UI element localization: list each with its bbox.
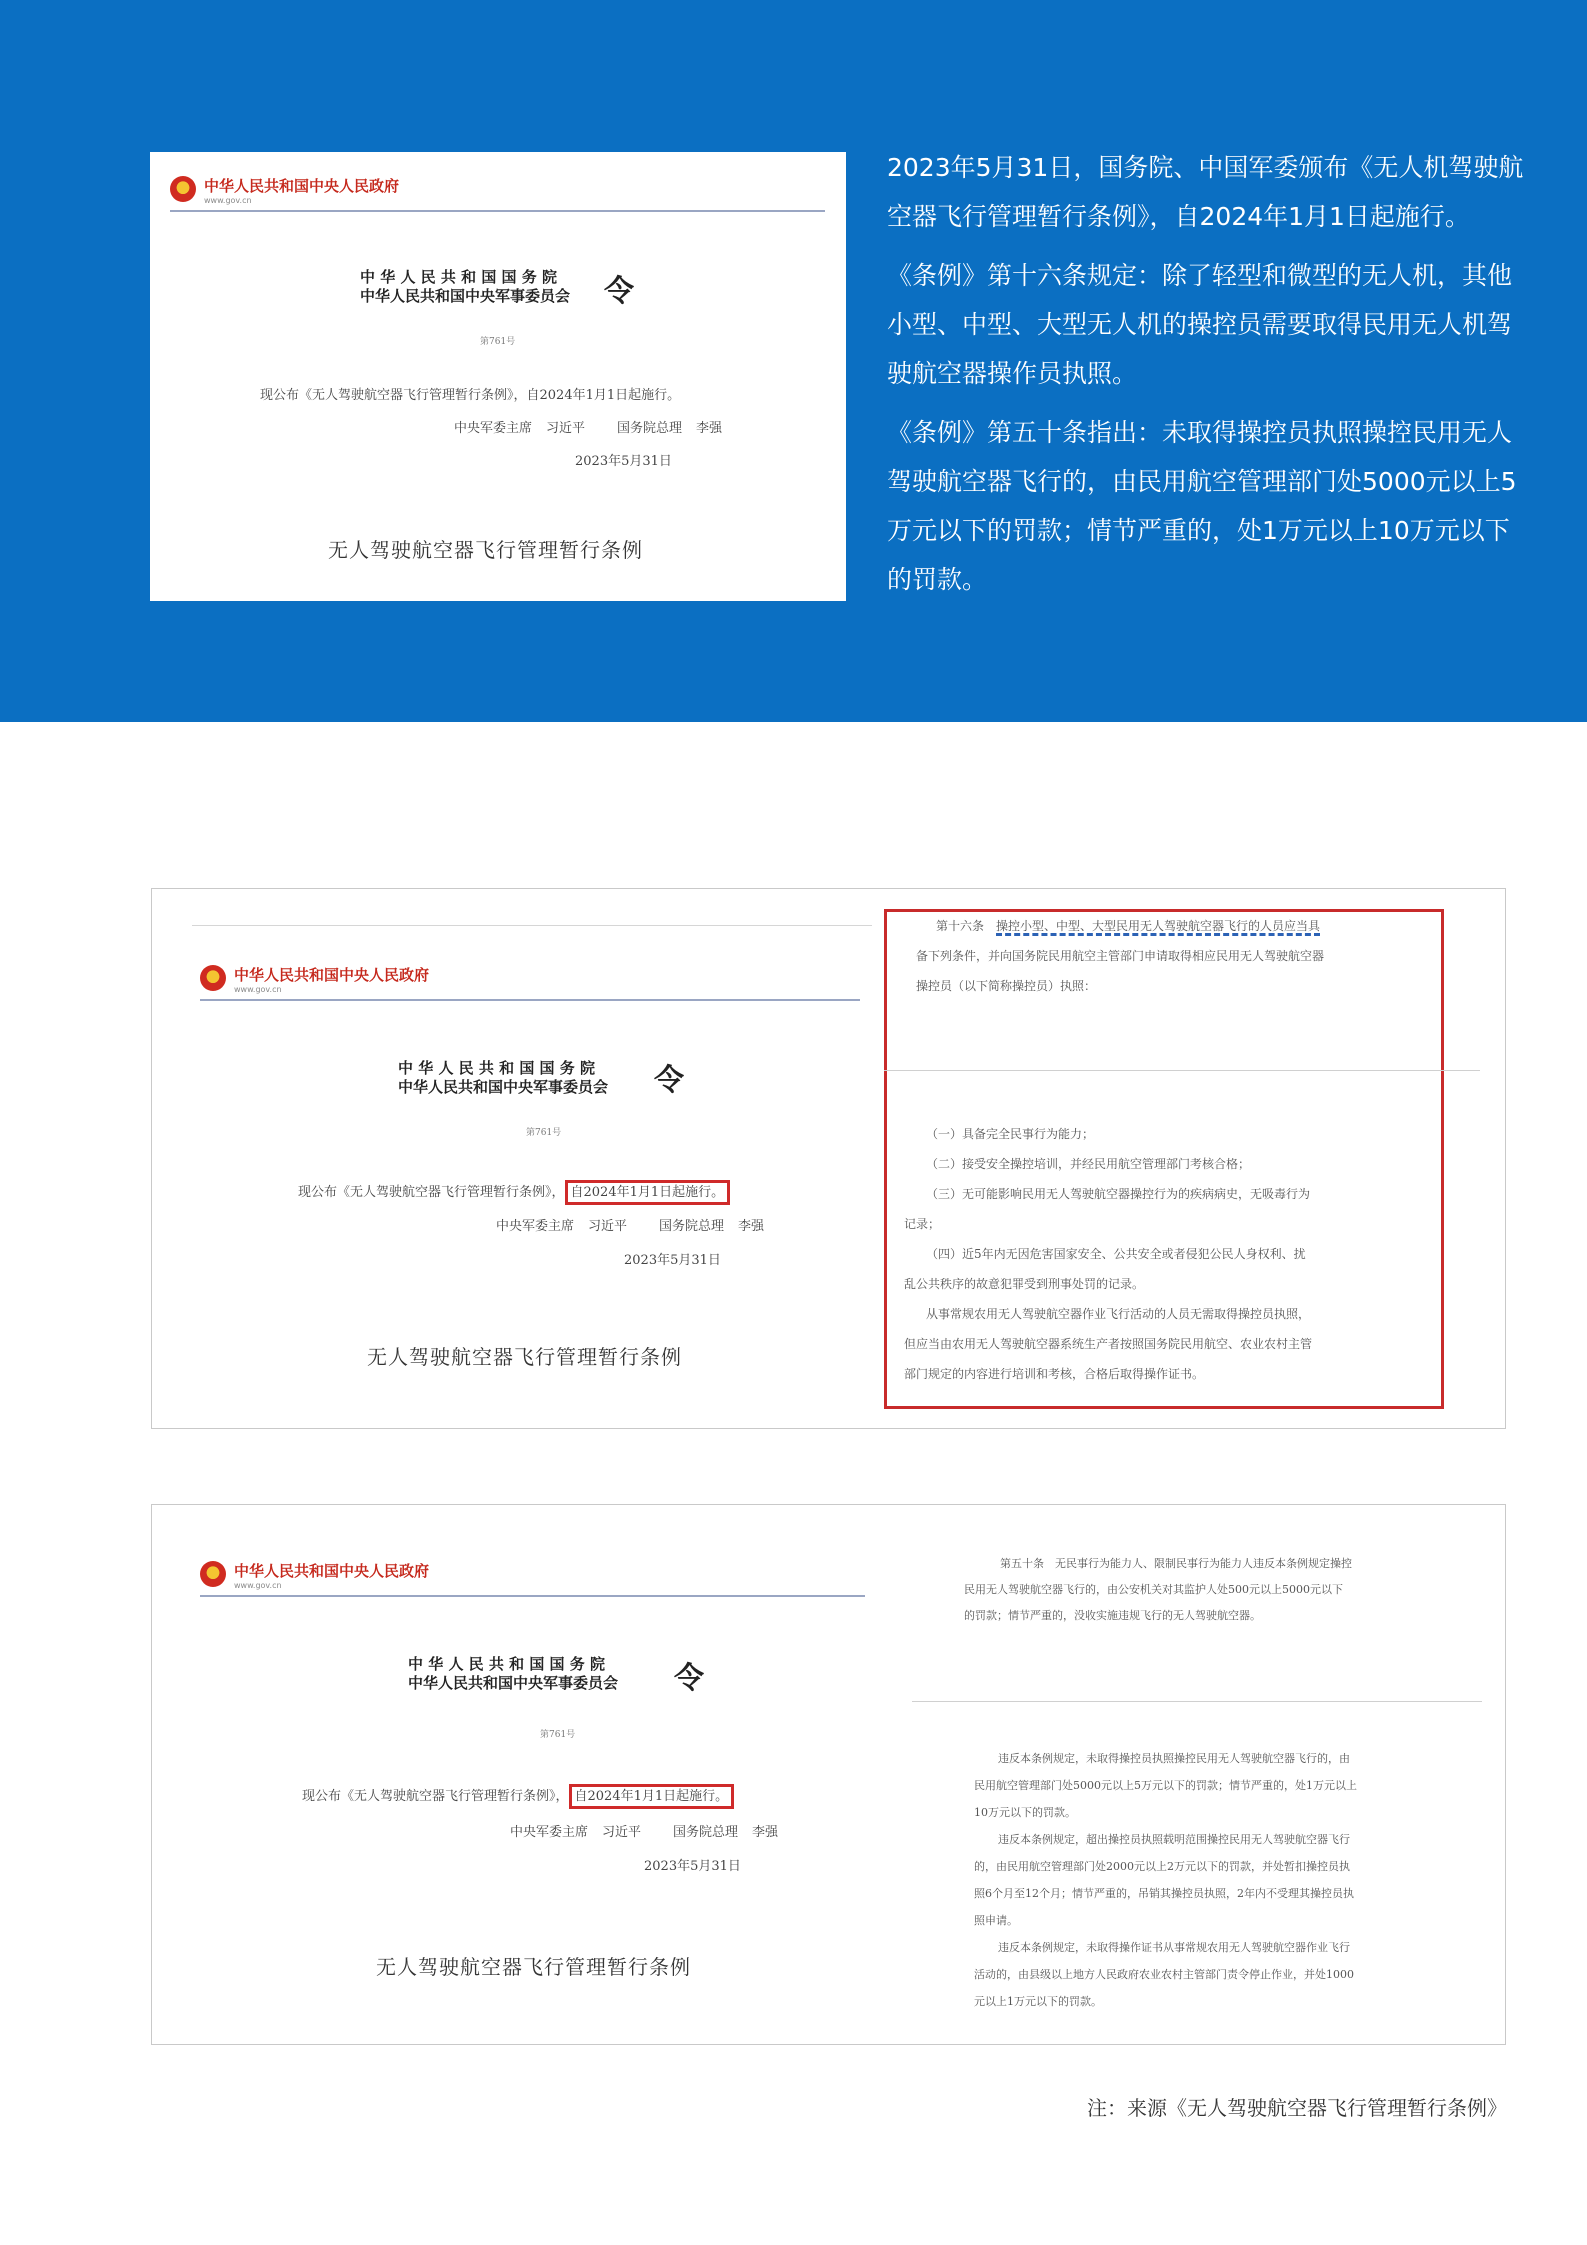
source-note: 注：来源《无人驾驶航空器飞行管理暂行条例》 <box>1087 2096 1507 2120</box>
gov-site-url: www.gov.cn <box>234 985 282 994</box>
publish-date-highlight: 自2024年1月1日起施行。 <box>569 1784 735 1809</box>
article50-para2-line-1: 违反本条例规定，未取得操控员执照操控民用无人驾驶航空器飞行的，由 <box>998 1752 1350 1765</box>
gov-site-name: 中华人民共和国中央人民政府 <box>234 1562 430 1580</box>
signer1-name: 习近平 <box>602 1825 642 1840</box>
article16-para-1: 从事常规农用无人驾驶航空器作业飞行活动的人员无需取得操控员执照， <box>926 1307 1311 1321</box>
national-emblem-icon <box>200 1561 226 1587</box>
signer1-title: 中央军委主席 <box>454 421 533 436</box>
decree-number: 第761号 <box>480 337 516 347</box>
gov-site-name: 中华人民共和国中央人民政府 <box>204 177 400 195</box>
publish-statement <box>298 1181 730 1200</box>
signatures <box>510 1821 778 1840</box>
decree-number: 第761号 <box>526 1128 562 1138</box>
article16-lead: 第十六条 <box>936 919 985 933</box>
article16-para-3: 部门规定的内容进行培训和考核，合格后取得操作证书。 <box>904 1367 1205 1381</box>
national-emblem-icon <box>200 965 226 991</box>
header-rule <box>200 999 860 1001</box>
issuer-military-commission: 中华人民共和国中央军事委员会 <box>408 1673 619 1692</box>
article16-text-bottom <box>904 1119 1444 1389</box>
signer1-title: 中央军委主席 <box>510 1825 589 1840</box>
signer2-title: 国务院总理 <box>659 1219 725 1234</box>
intro-text <box>887 143 1527 614</box>
article16-item-4-cont: 乱公共秩序的故意犯罪受到刑事处罚的记录。 <box>904 1277 1145 1291</box>
article16-item-3: （三）无可能影响民用无人驾驶航空器操控行为的疾病病史，无吸毒行为 <box>926 1187 1311 1201</box>
signer2-name: 李强 <box>738 1219 765 1234</box>
gov-site-name: 中华人民共和国中央人民政府 <box>234 966 430 984</box>
publish-prefix: 现公布《无人驾驶航空器飞行管理暂行条例》， <box>298 1185 565 1200</box>
article16-item-1: （一）具备完全民事行为能力； <box>926 1127 1095 1141</box>
national-emblem-icon <box>170 176 196 202</box>
gov-site-url: www.gov.cn <box>204 196 252 205</box>
article16-dashed-clause: 操控小型、中型、大型民用无人驾驶航空器飞行的人员应当具 <box>996 919 1320 936</box>
signer1-name: 习近平 <box>546 421 586 436</box>
decree-date: 2023年5月31日 <box>575 454 672 469</box>
regulation-title: 无人驾驶航空器飞行管理暂行条例 <box>328 538 643 562</box>
decree-issuer <box>360 268 570 306</box>
decree-number: 第761号 <box>540 1730 576 1740</box>
decree-issuer <box>398 1059 608 1097</box>
article50-line-1: 第五十条 无民事行为能力人、限制民事行为能力人违反本条例规定操控 <box>1000 1557 1352 1570</box>
decree-ling: 令 <box>604 274 634 309</box>
decree-article50-panel <box>151 1504 1506 2045</box>
article50-text-top <box>964 1551 1484 1629</box>
issuer-military-commission: 中华人民共和国中央军事委员会 <box>398 1077 609 1096</box>
publish-statement <box>302 1785 734 1804</box>
signer1-name: 习近平 <box>588 1219 628 1234</box>
publish-prefix: 现公布《无人驾驶航空器飞行管理暂行条例》， <box>302 1789 569 1804</box>
signer2-name: 李强 <box>696 421 723 436</box>
intro-paragraph-2: 《条例》第十六条规定：除了轻型和微型的无人机，其他小型、中型、大型无人机的操控员需要取得民用无人机驾驶航空器操作员执照。 <box>887 261 1513 388</box>
article16-item-4: （四）近5年内无因危害国家安全、公共安全或者侵犯公民人身权利、扰 <box>926 1247 1306 1261</box>
article50-para3-line-4: 照申请。 <box>974 1914 1018 1927</box>
publish-date-text: 自2024年1月1日起施行。 <box>526 388 681 403</box>
article16-line-2: 备下列条件，并向国务院民用航空主管部门申请取得相应民用无人驾驶航空器 <box>916 949 1325 963</box>
decree-ling: 令 <box>674 1661 704 1696</box>
article50-para4-line-3: 元以上1万元以下的罚款。 <box>974 1995 1102 2008</box>
article16-item-2: （二）接受安全操控培训，并经民用航空管理部门考核合格； <box>926 1157 1251 1171</box>
article50-para3-line-3: 照6个月至12个月；情节严重的，吊销其操控员执照，2年内不受理其操控员执 <box>974 1887 1354 1900</box>
article16-para-2: 但应当由农用无人驾驶航空器系统生产者按照国务院民用航空、农业农村主管 <box>904 1337 1313 1351</box>
decree-issuer <box>408 1655 618 1693</box>
decree-date: 2023年5月31日 <box>624 1253 721 1268</box>
publish-statement <box>260 384 680 403</box>
top-rule <box>192 925 872 926</box>
article50-para3-line-2: 的，由民用航空管理部门处2000元以上2万元以下的罚款，并处暂扣操控员执 <box>974 1860 1350 1873</box>
decree-date: 2023年5月31日 <box>644 1859 741 1874</box>
signer2-title: 国务院总理 <box>617 421 683 436</box>
article50-para2-line-2: 民用航空管理部门处5000元以上5万元以下的罚款；情节严重的，处1万元以上 <box>974 1779 1357 1792</box>
regulation-title: 无人驾驶航空器飞行管理暂行条例 <box>367 1345 682 1369</box>
article50-para3-line-1: 违反本条例规定，超出操控员执照载明范围操控民用无人驾驶航空器飞行 <box>998 1833 1350 1846</box>
signer2-name: 李强 <box>752 1825 779 1840</box>
article16-item-3-cont: 记录； <box>904 1217 941 1231</box>
issuer-military-commission: 中华人民共和国中央军事委员会 <box>360 286 571 305</box>
signer1-title: 中央军委主席 <box>496 1219 575 1234</box>
decree-image-top <box>150 152 846 601</box>
publish-date-highlight: 自2024年1月1日起施行。 <box>565 1180 731 1205</box>
signatures <box>454 417 722 436</box>
article16-line-3: 操控员（以下简称操控员）执照： <box>916 979 1097 993</box>
header-rule <box>170 210 825 212</box>
article50-para4-line-2: 活动的，由县级以上地方人民政府农业农村主管部门责令停止作业，并处1000 <box>974 1968 1354 1981</box>
issuer-state-council: 中 华 人 民 共 和 国 国 务 院 <box>360 268 558 286</box>
signer2-title: 国务院总理 <box>673 1825 739 1840</box>
intro-paragraph-1: 2023年5月31日，国务院、中国军委颁布《无人机驾驶航空器飞行管理暂行条例》，自2024年1月1日起施行。 <box>887 153 1524 231</box>
header-rule <box>200 1595 865 1597</box>
page-separator <box>912 1701 1482 1702</box>
article50-para2-line-3: 10万元以下的罚款。 <box>974 1806 1076 1819</box>
issuer-state-council: 中 华 人 民 共 和 国 国 务 院 <box>408 1655 606 1673</box>
article50-line-3: 的罚款；情节严重的，没收实施违规飞行的无人驾驶航空器。 <box>964 1609 1261 1622</box>
signatures <box>496 1215 764 1234</box>
issuer-state-council: 中 华 人 民 共 和 国 国 务 院 <box>398 1059 596 1077</box>
article50-line-2: 民用无人驾驶航空器飞行的，由公安机关对其监护人处500元以上5000元以下 <box>964 1583 1343 1596</box>
decree-article16-panel <box>151 888 1506 1429</box>
publish-prefix: 现公布《无人驾驶航空器飞行管理暂行条例》， <box>260 388 527 403</box>
article16-line-1 <box>936 911 1436 941</box>
article50-text-bottom <box>974 1745 1494 2015</box>
regulation-title: 无人驾驶航空器飞行管理暂行条例 <box>376 1955 691 1979</box>
gov-site-url: www.gov.cn <box>234 1581 282 1590</box>
article50-para4-line-1: 违反本条例规定，未取得操作证书从事常规农用无人驾驶航空器作业飞行 <box>998 1941 1350 1954</box>
intro-paragraph-3: 《条例》第五十条指出：未取得操控员执照操控民用无人驾驶航空器飞行的，由民用航空管理部门处5000元以上5万元以下的罚款；情节严重的，处1万元以上10万元以下的罚款。 <box>887 418 1517 594</box>
page-separator <box>884 1070 1480 1071</box>
decree-ling: 令 <box>654 1063 684 1098</box>
article16-text-top <box>916 911 1436 1001</box>
